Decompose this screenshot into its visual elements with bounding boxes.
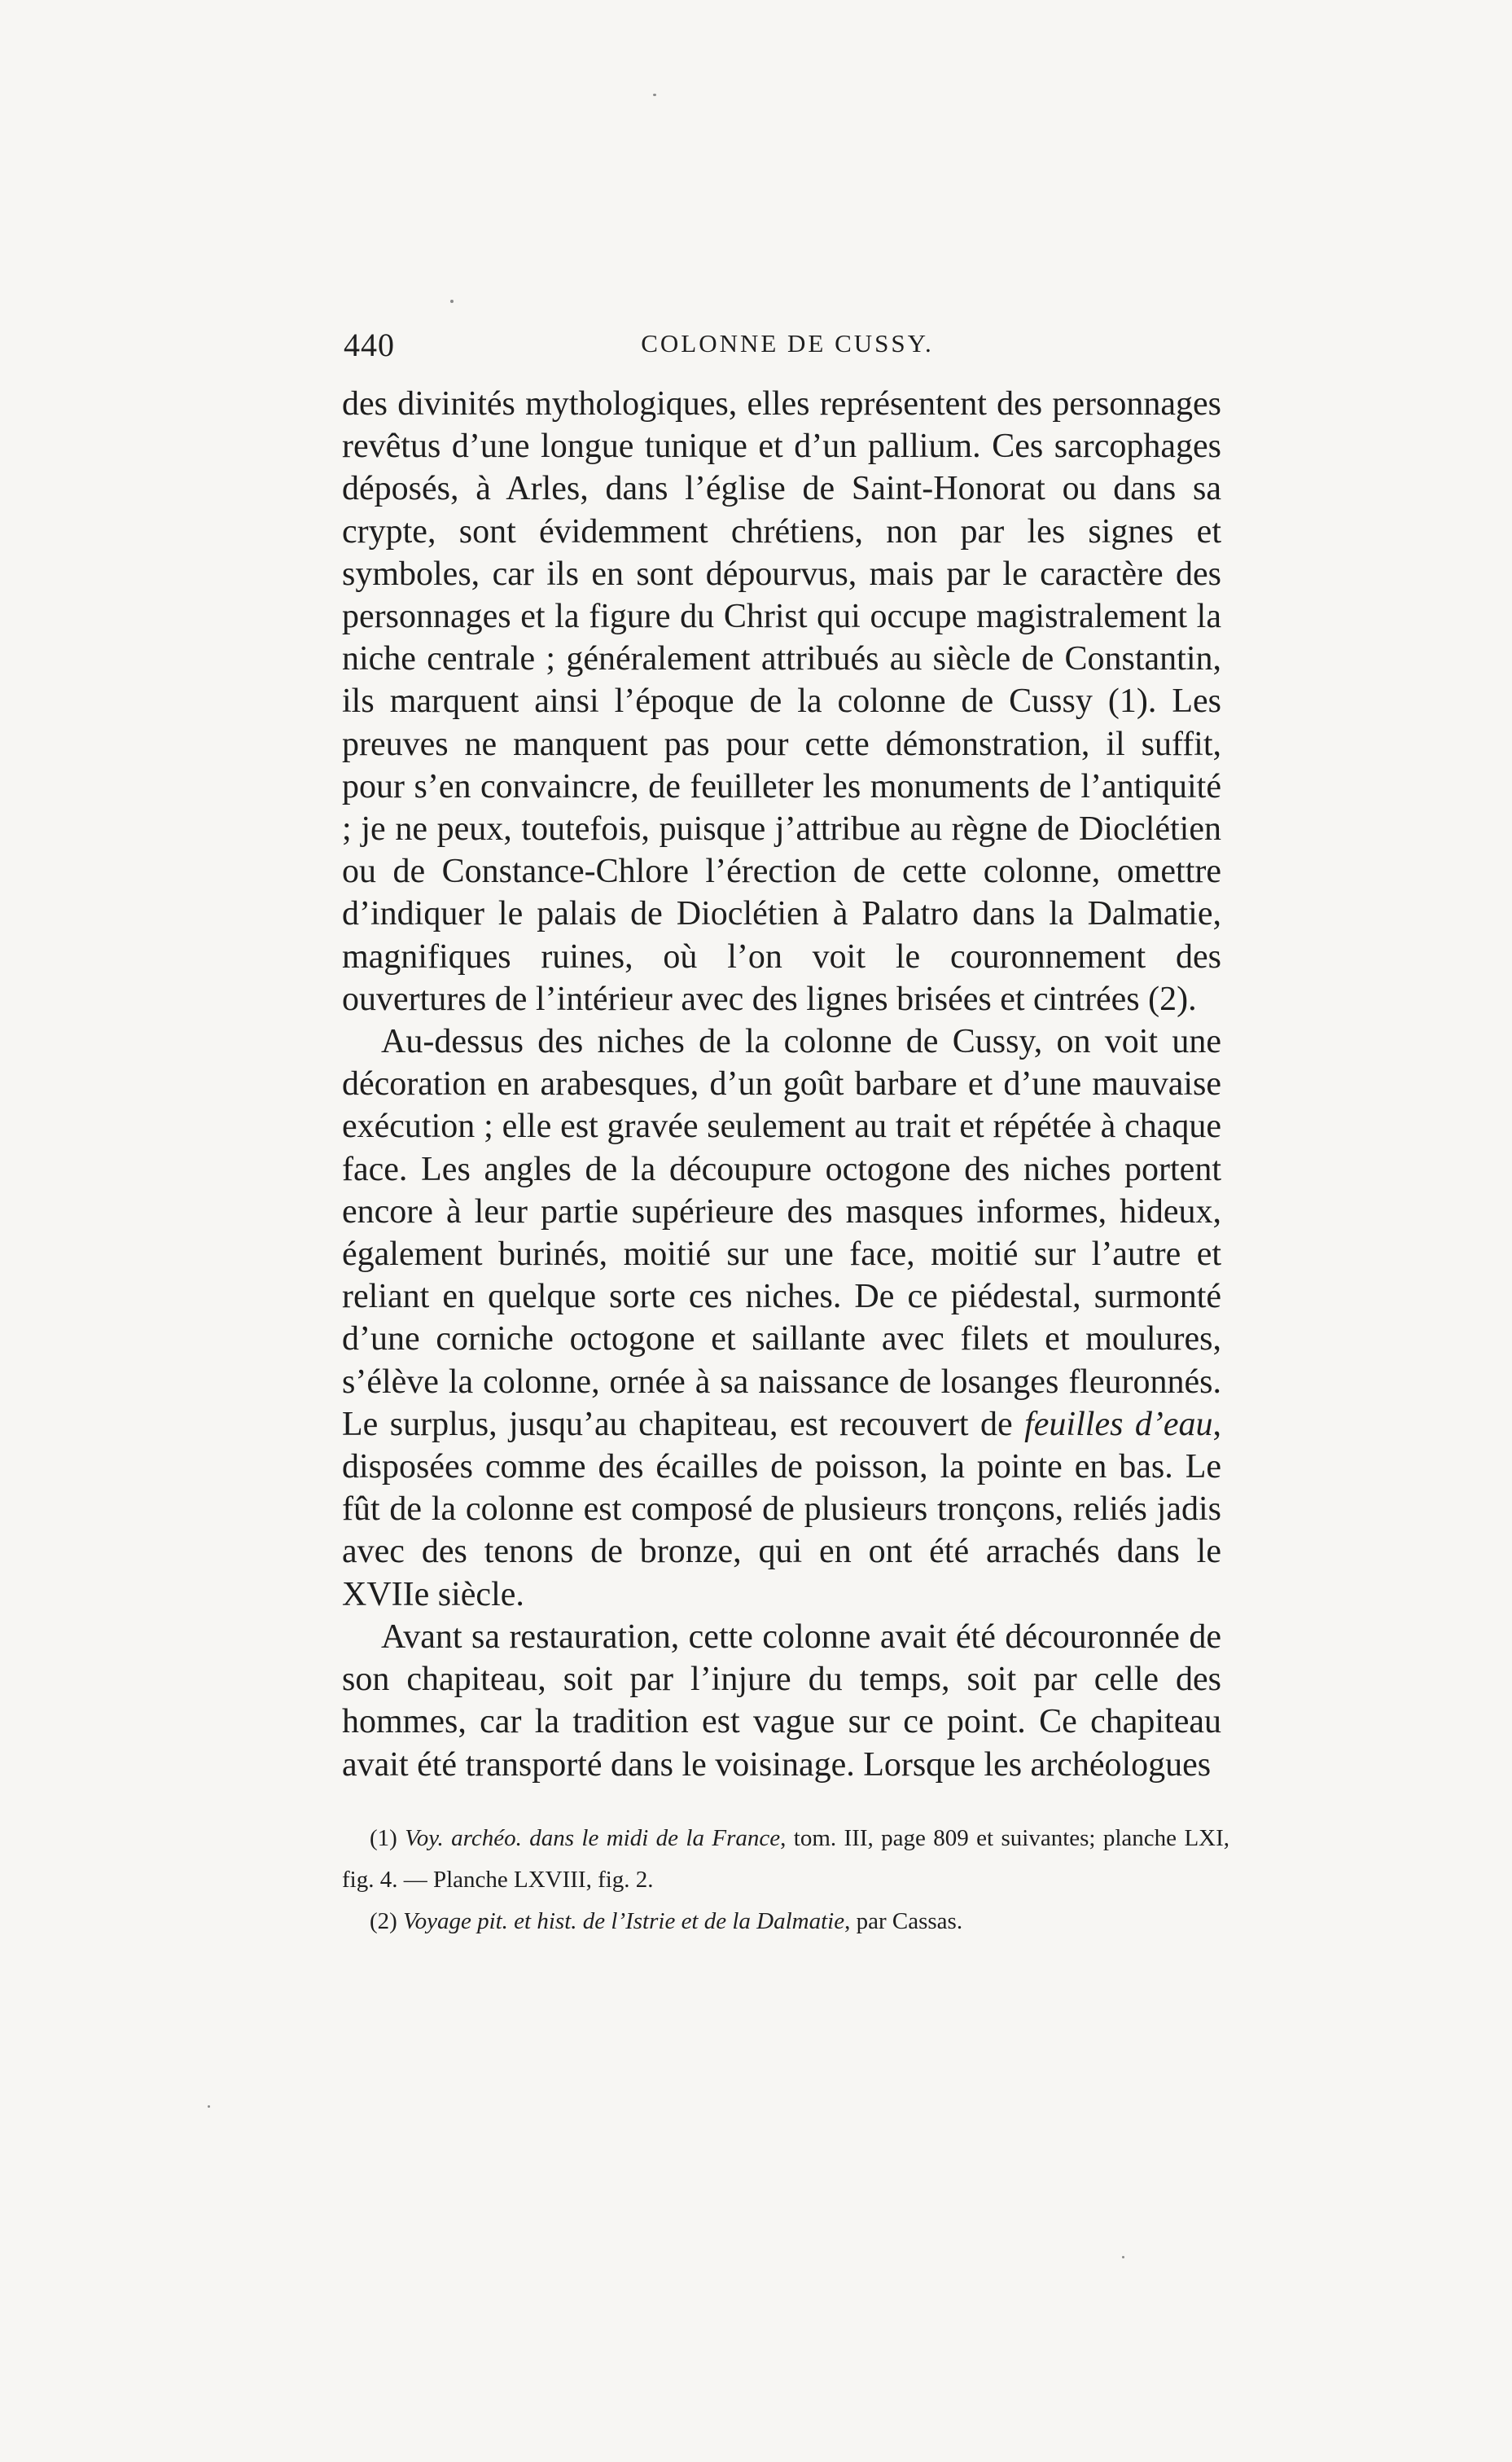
paragraph-2-italic: feuilles d’eau (1024, 1405, 1213, 1443)
paragraph-1: des divinités mythologiques, elles représentent des personnages revêtus d’une longue tunique et d’un pallium. Ces sarcophages déposés, à Arles, dans l’église de Saint-Honorat ou dans sa crypte, sont évidemment chrétiens, non par les signes et symboles, car ils en sont dépourvus, mais par le caractère des personnages et la figure du Christ qui occupe magistralement la niche centrale ; généralement attribués au siècle de Constantin, ils marquent ainsi l’époque de la colonne de Cussy (1). Les preuves ne manquent pas pour cette démonstration, il suffit, pour s’en convaincre, de feuilleter les monuments de l’antiquité ; je ne peux, toutefois, puisque j’attribue au règne de Dioclétien ou de Constance-Chlore l’érection de cette colonne, omettre d’indiquer le palais de Dioclétien à Palatro dans la Dalmatie, magnifiques ruines, où l’on voit le couronnement des ouvertures de l’intérieur avec des lignes brisées et cintrées (2). (342, 385, 1221, 1018)
paragraph-3: Avant sa restauration, cette colonne avait été découronnée de son chapiteau, soit par l’injure du temps, soit par celle des hommes, car la tradition est vague sur ce point. Ce chapiteau avait été transporté dans le voisinage. Lorsque les archéologues (342, 1617, 1221, 1784)
footnote-2-title: Voyage pit. et hist. de l’Istrie et de la Dalmatie (403, 1908, 845, 1934)
footnote-1-marker: (1) (370, 1825, 405, 1851)
footnote-2 (342, 1901, 1229, 1942)
paper-speck (450, 300, 454, 303)
footnote-2-text: , par Cassas. (844, 1908, 963, 1934)
page-header (344, 326, 1231, 375)
page-number: 440 (344, 327, 395, 363)
paper-speck (1122, 2256, 1124, 2258)
main-text (342, 383, 1221, 1786)
footnote-2-marker: (2) (370, 1908, 404, 1934)
paper-speck (208, 2105, 210, 2108)
paragraph-2 (342, 1020, 1221, 1616)
footnote-1-title: Voy. archéo. dans le midi de la France (405, 1825, 781, 1851)
footnotes (342, 1818, 1229, 1942)
paragraph-2-text-b: , disposées comme des écailles de poisson, la pointe en bas. Le fût de la colonne est composé de plusieurs tronçons, reliés jadis avec des tenons de bronze, qui en ont été arrachés dans le XVIIe siècle. (342, 1405, 1221, 1613)
paragraph-2-text-a: Au-dessus des niches de la colonne de Cussy, on voit une décoration en arabesques, d’un goût barbare et d’une mauvaise exécution ; elle est gravée seulement au trait et répétée à chaque face. Les angles de la découpure octogone des niches portent encore à leur partie supérieure des masques informes, hideux, également burinés, moitié sur une face, moitié sur l’autre et reliant en quelque sorte ces niches. De ce piédestal, surmonté d’une corniche octogone et saillante avec filets et moulures, s’élève la colonne, ornée à sa naissance de losanges fleuronnés. Le surplus, jusqu’au chapiteau, est recouvert de (342, 1023, 1221, 1443)
running-title: COLONNE DE CUSSY. (641, 329, 934, 358)
paper-speck (653, 94, 656, 96)
footnote-1-text: , tom. III, page 809 et suivantes; planche LXI, fig. 4. — Planche LXVIII, fig. 2. (342, 1825, 1230, 1893)
footnote-1 (342, 1818, 1229, 1901)
